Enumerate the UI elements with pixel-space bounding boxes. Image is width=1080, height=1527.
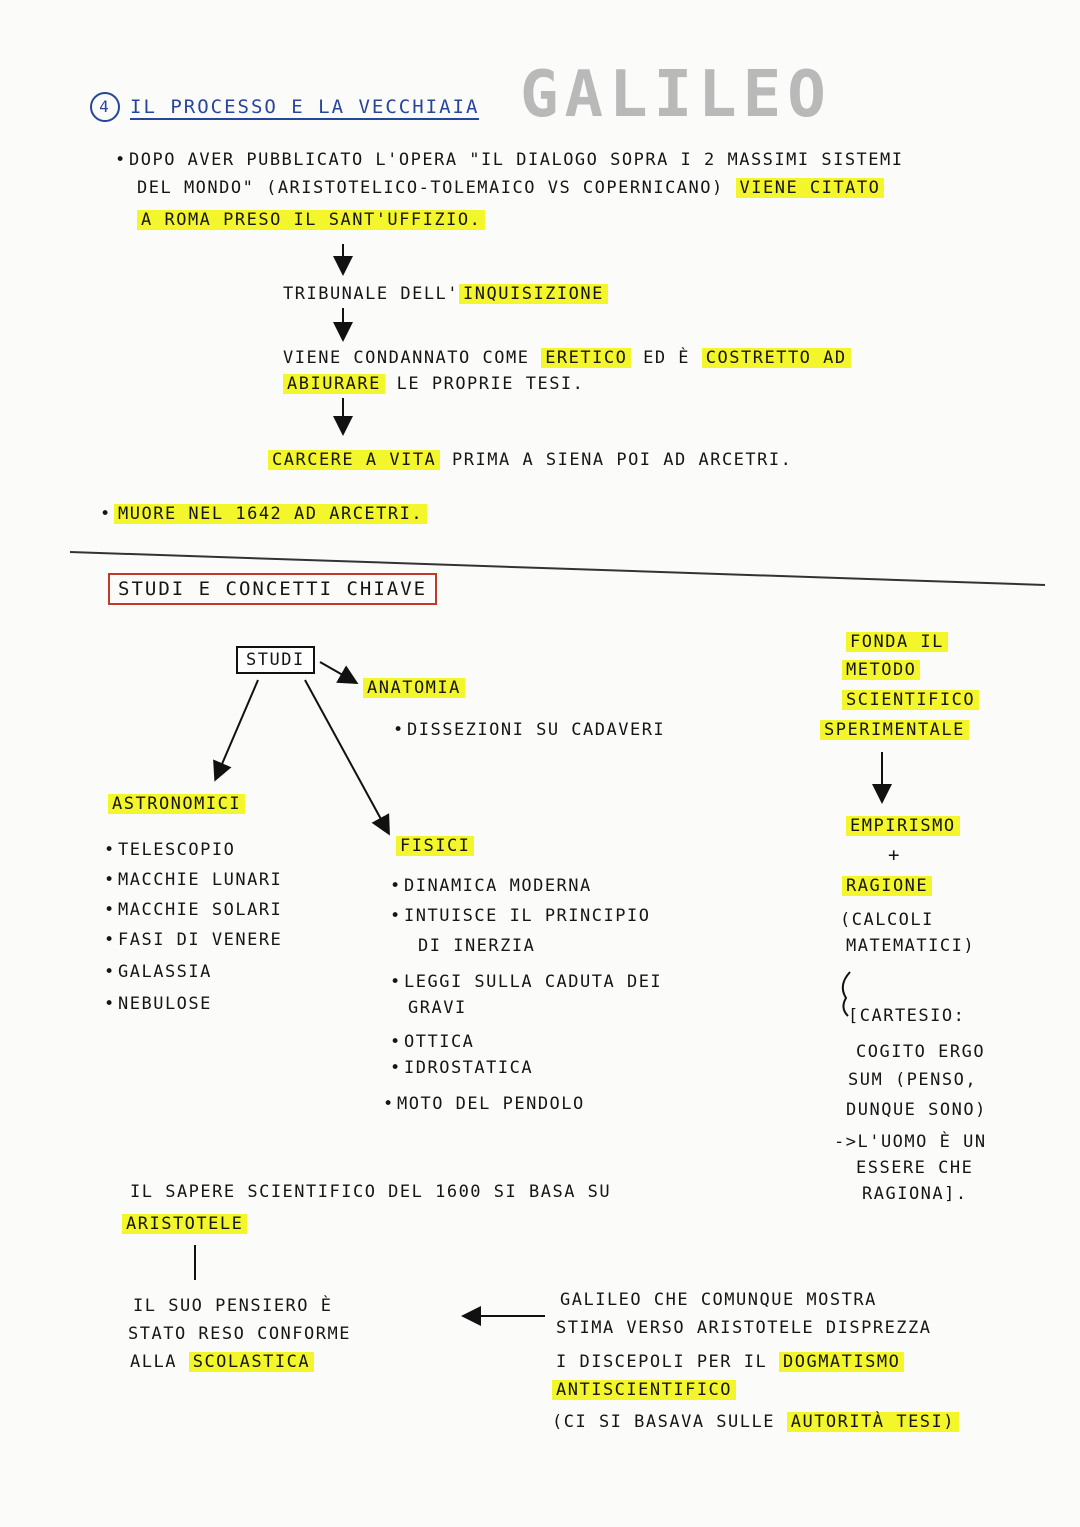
fisici-item-5: • OTTICA <box>390 1032 475 1052</box>
fisici-item-6: • IDROSTATICA <box>390 1058 534 1078</box>
cartesio-line-3: DUNQUE SONO) <box>846 1100 987 1120</box>
calcoli-line-0: (CALCOLI <box>840 910 934 930</box>
galileo-line-5: (CI SI BASAVA SULLE AUTORITÀ TESI) <box>552 1410 959 1434</box>
metodo-line-3: SPERIMENTALE <box>820 718 969 742</box>
section-title <box>90 92 479 122</box>
cartesio-line-6: RAGIONA]. <box>862 1184 968 1204</box>
cartesio-line-0: [CARTESIO: <box>848 1006 966 1026</box>
galileo-line-2: STIMA VERSO ARISTOTELE DISPREZZA <box>556 1318 932 1338</box>
death-line: • MUORE NEL 1642 AD ARCETRI. <box>100 502 427 526</box>
astronomici-item-4: • GALASSIA <box>104 962 212 982</box>
astronomici-item-2: • MACCHIE SOLARI <box>104 900 283 920</box>
metodo-line-2: SCIENTIFICO <box>842 688 979 712</box>
fisici-item-1: • INTUISCE IL PRINCIPIO <box>390 906 651 926</box>
cartesio-line-2: SUM (PENSO, <box>848 1070 978 1090</box>
intro-line-1: • DOPO AVER PUBBLICATO L'OPERA "IL DIALOGO SOPRA I 2 MASSIMI SISTEMI <box>115 150 904 170</box>
cartesio-line-4: ->L'UOMO È UN <box>834 1132 987 1152</box>
fisici-label: FISICI <box>396 834 474 858</box>
fisici-item-2: DI INERZIA <box>418 936 536 956</box>
intro-line-2: DEL MONDO" (ARISTOTELICO-TOLEMAICO VS COPERNICANO) VIENE CITATO <box>137 176 884 200</box>
empirismo-label: EMPIRISMO <box>846 814 960 838</box>
fisici-item-7: • MOTO DEL PENDOLO <box>383 1094 585 1114</box>
metodo-line-1: METODO <box>842 658 920 682</box>
intro-line-3: A ROMA PRESO IL SANT'UFFIZIO. <box>137 208 485 232</box>
faded-header: GALILEO <box>520 58 832 132</box>
flow-carcere: CARCERE A VITA PRIMA A SIENA POI AD ARCETRI. <box>268 448 792 472</box>
metodo-line-0: FONDA IL <box>846 630 948 654</box>
section-title-text: IL PROCESSO E LA VECCHIAIA <box>130 95 480 118</box>
flow-tribunale: TRIBUNALE DELL' INQUISIZIONE <box>283 282 608 306</box>
sapere-line: IL SAPERE SCIENTIFICO DEL 1600 SI BASA SU <box>130 1182 612 1202</box>
pensiero-line-1: STATO RESO CONFORME <box>128 1324 351 1344</box>
pensiero-line-2: ALLA SCOLASTICA <box>130 1350 314 1374</box>
aristotele-name: ARISTOTELE <box>122 1212 247 1236</box>
astronomici-item-0: • TELESCOPIO <box>104 840 236 860</box>
ragione-label: RAGIONE <box>842 874 932 898</box>
cartesio-line-5: ESSERE CHE <box>856 1158 974 1178</box>
pensiero-line-0: IL SUO PENSIERO È <box>133 1296 333 1316</box>
astronomici-item-5: • NEBULOSE <box>104 994 212 1014</box>
fisici-item-0: • DINAMICA MODERNA <box>390 876 592 896</box>
section-number: 4 <box>90 92 120 122</box>
arrow-studi-anatomia <box>320 662 355 682</box>
cartesio-line-1: COGITO ERGO <box>856 1042 986 1062</box>
astronomici-item-3: • FASI DI VENERE <box>104 930 283 950</box>
arrow-studi-astronomici <box>216 680 258 778</box>
calcoli-line-1: MATEMATICI) <box>846 936 976 956</box>
flow-condannato-1: VIENE CONDANNATO COME ERETICO ED È COSTRETTO AD <box>283 346 851 370</box>
plus-sign: + <box>888 844 902 866</box>
fisici-item-3: • LEGGI SULLA CADUTA DEI <box>390 972 663 992</box>
flow-condannato-2: ABIURARE LE PROPRIE TESI. <box>283 372 584 396</box>
galileo-line-3: I DISCEPOLI PER IL DOGMATISMO <box>556 1350 904 1374</box>
galileo-line-1: GALILEO CHE COMUNQUE MOSTRA <box>560 1290 877 1310</box>
astronomici-label: ASTRONOMICI <box>108 792 245 816</box>
astronomici-item-1: • MACCHIE LUNARI <box>104 870 283 890</box>
concepts-title: STUDI E CONCETTI CHIAVE <box>108 576 437 602</box>
studi-box: STUDI <box>236 648 315 672</box>
highlight-viene-citato: VIENE CITATO <box>736 178 885 198</box>
fisici-item-4: GRAVI <box>408 998 467 1018</box>
anatomia-item-0: • DISSEZIONI SU CADAVERI <box>393 720 666 740</box>
arrow-studi-fisici <box>305 680 388 832</box>
galileo-line-4: ANTISCIENTIFICO <box>552 1378 736 1402</box>
anatomia-label: ANATOMIA <box>363 676 465 700</box>
